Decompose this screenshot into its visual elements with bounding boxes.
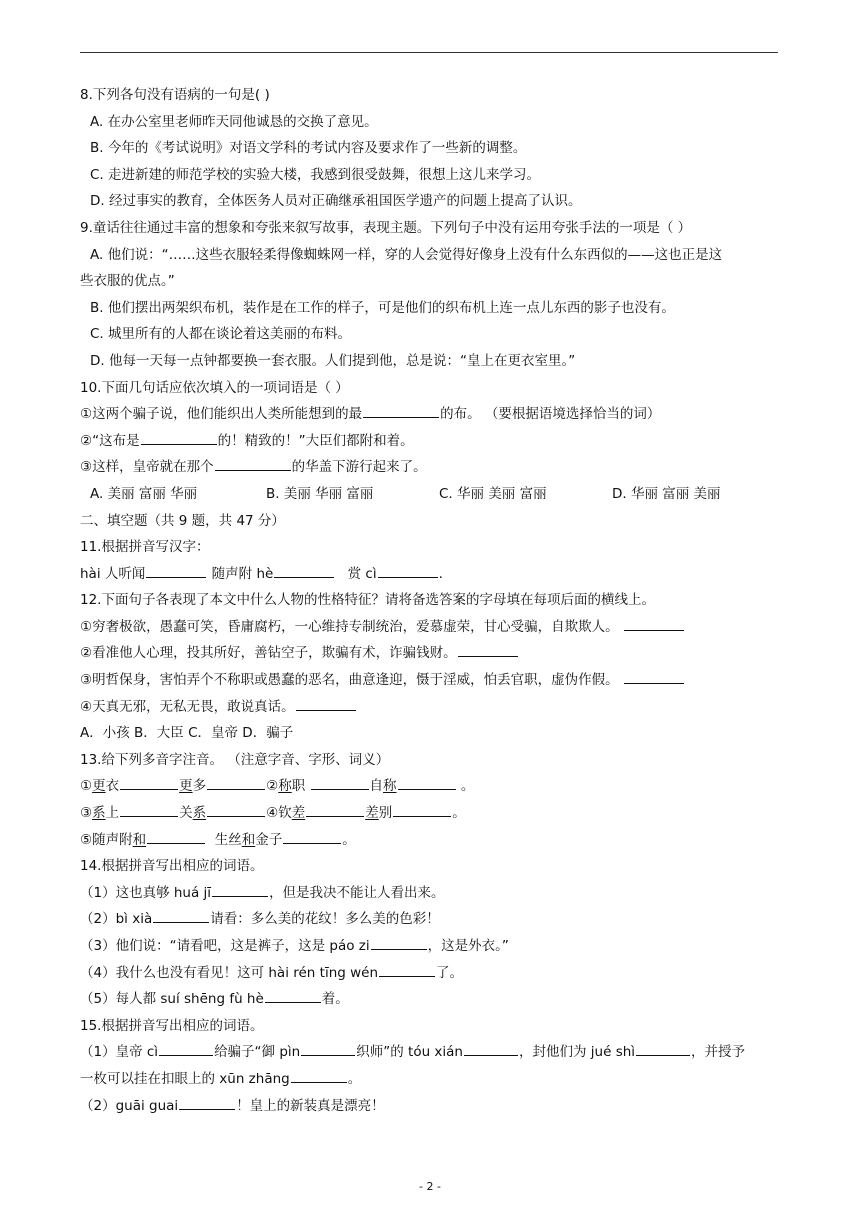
blank[interactable] xyxy=(398,773,456,790)
q14-line-1: （1）这也真够 huá jī ，但是我决不能让人看出来。 xyxy=(80,880,780,907)
section-heading: 二、填空题（共 9 题，共 47 分） xyxy=(80,512,285,529)
q10-option-a: A. 美丽 富丽 华丽 xyxy=(90,485,198,502)
q11-item-3: 赏 cì xyxy=(347,565,377,582)
q11-items xyxy=(80,561,780,588)
blank[interactable] xyxy=(296,694,356,711)
blank[interactable] xyxy=(274,561,334,578)
q9-option-b: B. 他们摆出两架织布机，装作是在工作的样子，可是他们的织布机上连一点儿东西的影子也没有。 xyxy=(90,299,675,316)
q9-option-c: C. 城里所有的人都在谈论着这美丽的布料。 xyxy=(90,326,352,343)
blank[interactable] xyxy=(624,614,684,631)
q14-line-2: （2）bì xià 请看：多么美的花纹！多么美的色彩！ xyxy=(80,906,780,933)
exam-page xyxy=(80,82,780,1119)
q10-s1-start: ①这两个骗子说，他们能织出人类所能想到的最 xyxy=(80,406,363,423)
q10-stem: 10.下面几句话应依次填入的一项词语是（ ） xyxy=(80,379,349,396)
q11-stem: 11.根据拼音写汉字： xyxy=(80,539,210,556)
q9-option-a-line1: A. 他们说：“……这些衣服轻柔得像蜘蛛网一样，穿的人会觉得好像身上没有什么东西似的——这也正是这 xyxy=(90,246,723,263)
q12-item-3: ③明哲保身，害怕弄个不称职或愚蠢的恶名，曲意逢迎，慑于淫威，怕丢官职，虚伪作假。 xyxy=(80,667,780,694)
blank[interactable] xyxy=(207,773,265,790)
q13-stem: 13.给下列多音字注音。 （注意字音、字形、词义） xyxy=(80,751,390,768)
q8-option-b: B. 今年的《考试说明》对语文学科的考试内容及要求作了一些新的调整。 xyxy=(90,140,527,157)
q12-choices: A．小孩 B．大臣 C．皇帝 D．骗子 xyxy=(80,725,294,742)
blank[interactable] xyxy=(306,800,364,817)
blank[interactable] xyxy=(624,667,684,684)
q15-line-1-cont: 一枚可以挂在扣眼上的 xūn zhāng 。 xyxy=(80,1066,780,1093)
q10-s3-end: 的华盖下游行起来了。 xyxy=(291,459,427,476)
q11-item-2: 随声附 hè xyxy=(211,565,274,582)
q15-line-2: （2）guāi guai ！皇上的新装真是漂亮！ xyxy=(80,1093,780,1120)
q15-line-1: （1）皇帝 cì 给骗子“御 pìn 织师”的 tóu xián ，封他们为 jué shì ，并授予 xyxy=(80,1039,780,1066)
q13-row-2: ③系上 关系 ④钦差 差别 。 xyxy=(80,800,780,827)
blank[interactable] xyxy=(215,454,291,471)
blank[interactable] xyxy=(159,1039,213,1056)
q14-line-5: （5）每人都 suí shēng fù hè 着。 xyxy=(80,986,780,1013)
blank[interactable] xyxy=(464,1039,518,1056)
blank[interactable] xyxy=(147,827,205,844)
blank[interactable] xyxy=(283,827,341,844)
q13-row-3: ⑤随声附和 生丝和金子 。 xyxy=(80,827,780,854)
q10-sentence-1 xyxy=(80,401,780,428)
q13-row-1: ①更衣 更多 ②称职 自称 。 xyxy=(80,773,780,800)
q11-end: . xyxy=(438,565,443,582)
q10-option-d: D. 华丽 富丽 美丽 xyxy=(612,485,721,502)
blank[interactable] xyxy=(363,401,439,418)
q10-sentence-3 xyxy=(80,454,780,481)
q9-option-a-line2: 些衣服的优点。” xyxy=(80,273,175,290)
blank[interactable] xyxy=(291,1066,347,1083)
q15-stem: 15.根据拼音写出相应的词语。 xyxy=(80,1017,264,1034)
q11-item-1: hài 人听闻 xyxy=(80,565,146,582)
q12-item-1: ①穷奢极欲，愚蠢可笑，昏庸腐朽，一心维持专制统治，爱慕虚荣，甘心受骗，自欺欺人。 xyxy=(80,614,780,641)
blank[interactable] xyxy=(141,428,217,445)
q8-option-d: D. 经过事实的教育，全体医务人员对正确继承祖国医学遗产的问题上提高了认识。 xyxy=(90,193,582,210)
blank[interactable] xyxy=(393,800,451,817)
q9-option-d: D. 他每一天每一点钟都要换一套衣服。人们提到他，总是说：“皇上在更衣室里。” xyxy=(90,352,576,369)
blank[interactable] xyxy=(636,1039,690,1056)
q10-sentence-2 xyxy=(80,428,780,455)
header-rule xyxy=(80,52,778,53)
blank[interactable] xyxy=(120,800,178,817)
blank[interactable] xyxy=(153,906,209,923)
q14-stem: 14.根据拼音写出相应的词语。 xyxy=(80,858,264,875)
q10-s1-end: 的布。 （要根据语境选择恰当的词） xyxy=(440,406,661,423)
q12-item-4: ④天真无邪，无私无畏，敢说真话。 xyxy=(80,694,780,721)
blank[interactable] xyxy=(207,800,265,817)
q10-s2-end: 的！精致的！”大臣们都附和着。 xyxy=(217,432,414,449)
blank[interactable] xyxy=(379,960,435,977)
q10-option-c: C. 华丽 美丽 富丽 xyxy=(439,485,547,502)
blank[interactable] xyxy=(120,773,178,790)
blank[interactable] xyxy=(378,561,438,578)
blank[interactable] xyxy=(212,880,268,897)
blank[interactable] xyxy=(311,773,369,790)
q10-option-b: B. 美丽 华丽 富丽 xyxy=(266,485,374,502)
q10-s2-start: ②“这布是 xyxy=(80,432,140,449)
blank[interactable] xyxy=(146,561,206,578)
blank[interactable] xyxy=(371,933,427,950)
q8-stem: 8.下列各句没有语病的一句是( ) xyxy=(80,87,270,103)
page-number: - 2 - xyxy=(419,1180,441,1193)
q14-line-3: （3）他们说：“请看吧，这是裤子，这是 páo zi ，这是外衣。” xyxy=(80,933,780,960)
q8-option-a: A. 在办公室里老师昨天同他诚恳的交换了意见。 xyxy=(90,113,378,130)
q8-option-c: C. 走进新建的师范学校的实验大楼，我感到很受鼓舞，很想上这儿来学习。 xyxy=(90,166,541,183)
q10-options xyxy=(80,481,780,508)
blank[interactable] xyxy=(265,986,321,1003)
q12-stem: 12.下面句子各表现了本文中什么人物的性格特征？请将备选答案的字母填在每项后面的横线上。 xyxy=(80,592,655,609)
q12-item-2: ②看准他人心理，投其所好，善钻空子，欺骗有术，诈骗钱财。 xyxy=(80,640,780,667)
blank[interactable] xyxy=(179,1093,235,1110)
q10-s3-start: ③这样，皇帝就在那个 xyxy=(80,459,214,476)
blank[interactable] xyxy=(458,640,518,657)
q9-stem: 9.童话往往通过丰富的想象和夸张来叙写故事，表现主题。下列句子中没有运用夸张手法的一项是（ ） xyxy=(80,219,692,236)
q14-line-4: （4）我什么也没有看见！这可 hài rén tīng wén 了。 xyxy=(80,960,780,987)
blank[interactable] xyxy=(301,1039,355,1056)
